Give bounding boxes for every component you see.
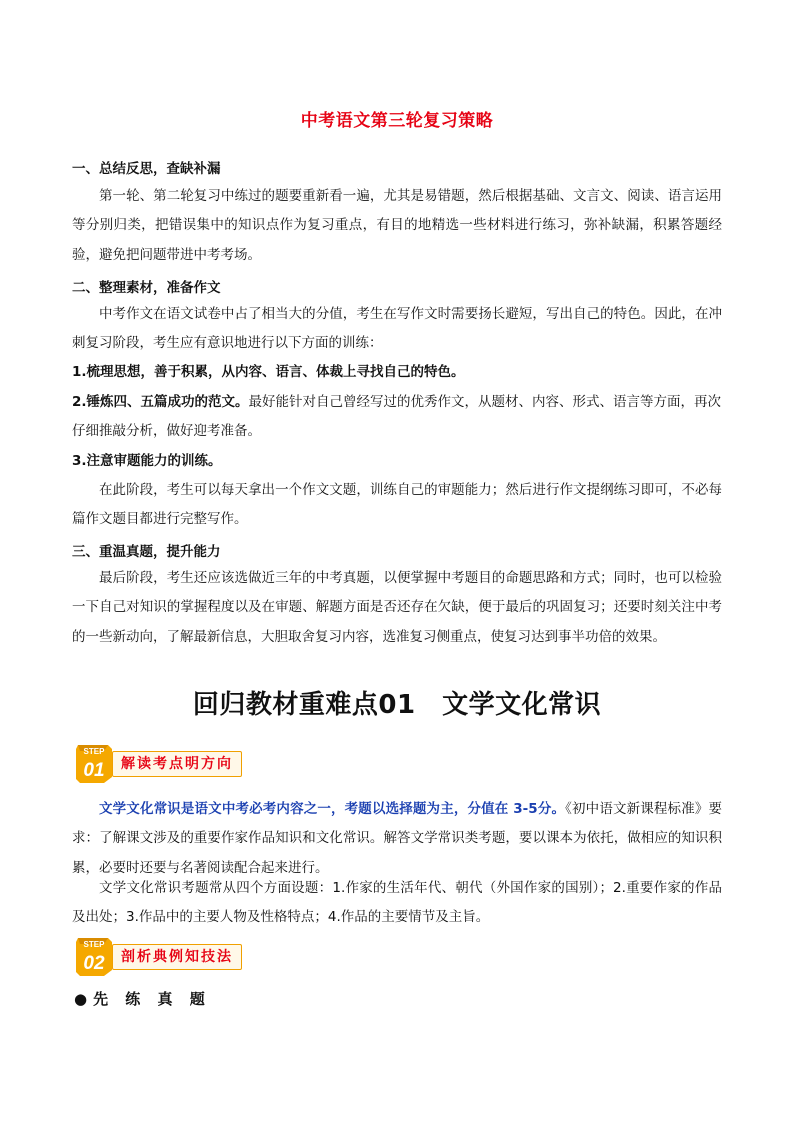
step-02-badge-number: 02 (83, 953, 105, 974)
section-3-paragraph: 最后阶段，考生还应该选做近三年的中考真题，以便掌握中考题目的命题思路和方式；同时，也可以检验一下自己对知识的掌握程度以及在审题、解题方面是否还存在欠缺，便于最后的巩固复习；还要时刻关注中考的一些新动向，了解最新信息，大胆取舍复习内容，选准复习侧重点，使复习达到事半功倍的效果。 (72, 570, 722, 645)
step-01-banner (74, 743, 274, 787)
writing-tip-3: 3.注意审题能力的训练。 (72, 453, 222, 469)
step-02-banner (74, 936, 274, 980)
document-title: 中考语文第三轮复习策略 (300, 111, 494, 131)
intro-highlight: 文学文化常识是语文中考必考内容之一，考题以选择题为主，分值在 3-5分。 (99, 801, 566, 817)
section-1-heading: 一、总结反思，查缺补漏 (72, 161, 221, 177)
practice-heading: ●先 练 真 题 (74, 990, 211, 1008)
writing-tip-2 (72, 388, 722, 447)
step-01-label: 解读考点明方向 (112, 751, 242, 777)
section-2-paragraph: 中考作文在语文试卷中占了相当大的分值，考生在写作文时需要扬长避短，写出自己的特色。因此，在冲刺复习阶段，考生应有意识地进行以下方面的训练： (72, 306, 722, 352)
step-01-badge-icon (74, 743, 114, 785)
section-3-heading: 三、重温真题，提升能力 (72, 544, 221, 560)
step-02-badge-icon (74, 936, 114, 978)
writing-tip-2-body: 最好能针对自己曾经写过的优秀作文，从题材、内容、形式、语言等方面，再次仔细推敲分析，做好迎考准备。 (72, 394, 722, 440)
intro-paragraph (72, 795, 722, 883)
intro-body: 《初中语文新课程标准》要求：了解课文涉及的重要作家作品知识和文化常识。解答文学常识类考题，要以课本为依托，做相应的知识积累，必要时还要与名著阅读配合起来进行。 (72, 801, 723, 876)
section-2-heading: 二、整理素材，准备作文 (72, 280, 221, 296)
step-02-label: 剖析典例知技法 (112, 944, 242, 970)
section-1-paragraph: 第一轮、第二轮复习中练过的题要重新看一遍，尤其是易错题，然后根据基础、文言文、阅读、语言运用等分别归类，把错误集中的知识点作为复习重点，有目的地精选一些材料进行练习，弥补缺漏，积累答题经验，避免把问题带进中考考场。 (72, 188, 722, 263)
writing-tip-1: 1.梳理思想，善于积累，从内容、语言、体裁上寻找自己的特色。 (72, 364, 465, 380)
writing-tip-2-lead: 2.锤炼四、五篇成功的范文。 (72, 394, 249, 410)
writing-tip-3-paragraph: 在此阶段，考生可以每天拿出一个作文文题，训练自己的审题能力；然后进行作文提纲练习即可，不必每篇作文题目都进行完整写作。 (72, 482, 722, 528)
step-01-badge-top: STEP (83, 747, 105, 756)
section-title: 回归教材重难点01 文学文化常识 (192, 690, 602, 720)
intro-paragraph-2: 文学文化常识考题常从四个方面设题：1.作家的生活年代、朝代（外国作家的国别）；2.重要作家的作品及出处；3.作品中的主要人物及性格特点；4.作品的主要情节及主旨。 (72, 880, 722, 926)
step-02-badge-top: STEP (83, 940, 105, 949)
step-01-badge-number: 01 (83, 760, 105, 781)
